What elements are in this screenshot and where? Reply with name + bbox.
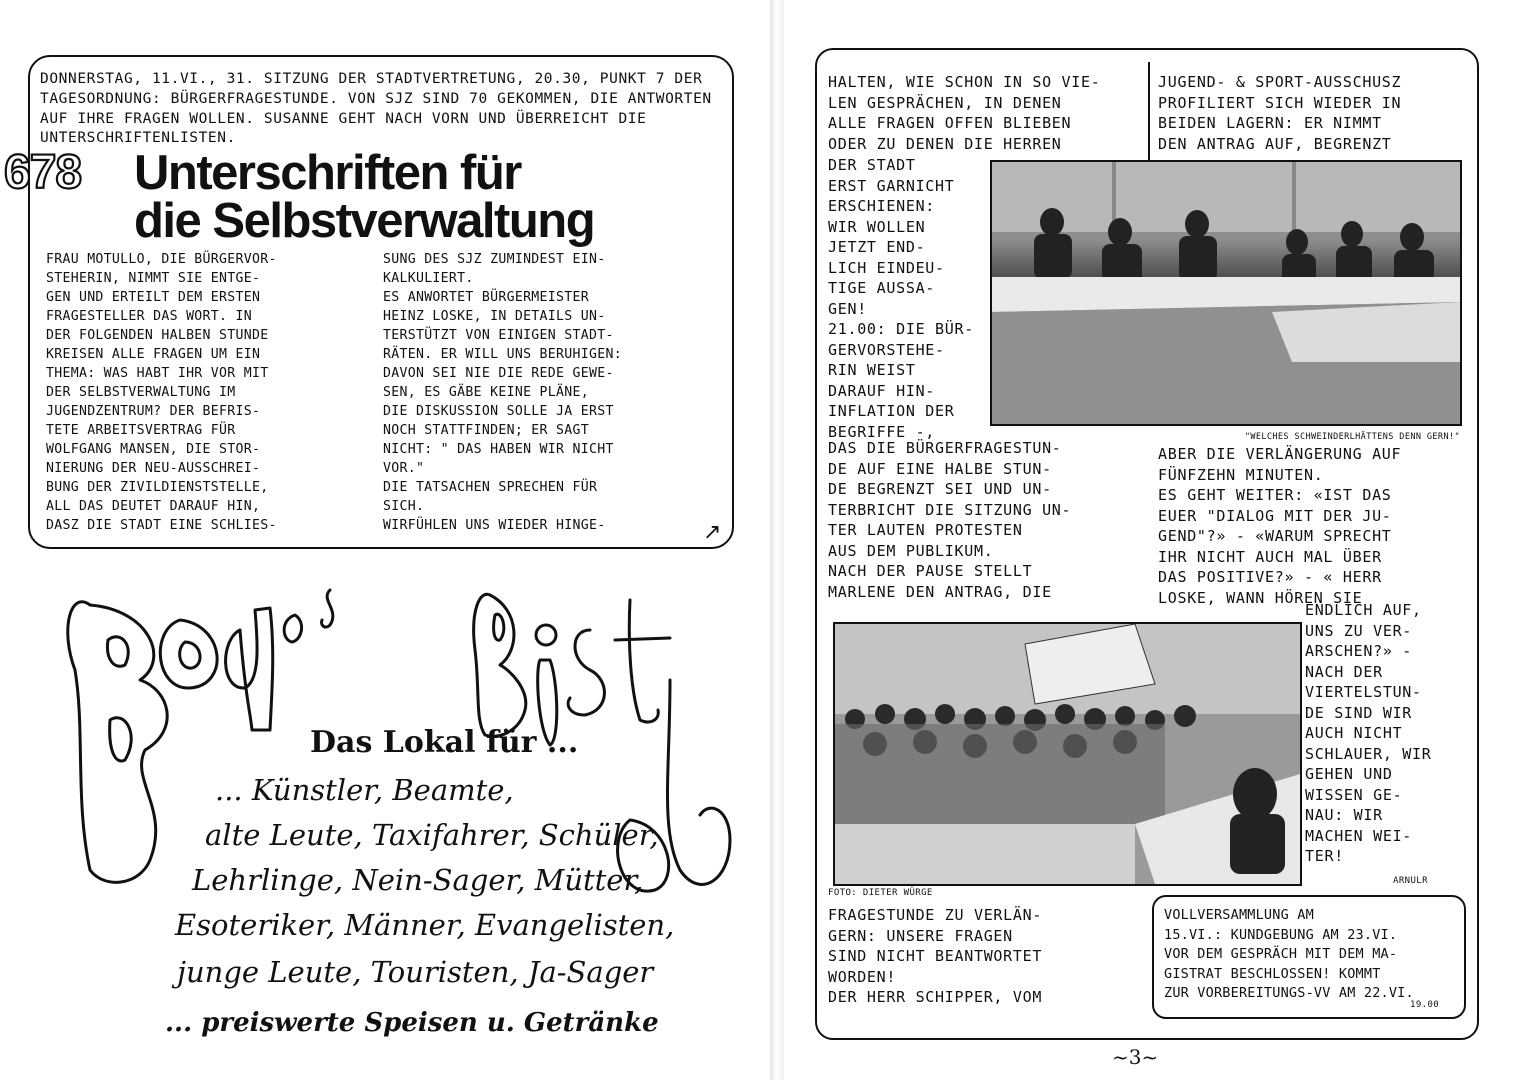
ad-line-1: Das Lokal für ... (310, 725, 579, 760)
headline-number: 678 (4, 146, 82, 199)
article-column-2: SUNG DES SJZ ZUMINDEST EIN- KALKULIERT. ES ANWORTET BÜRGERMEISTER HEINZ LOSKE, IN DETAILS UN- TERSTÜTZT VON EINIGEN STADT- RÄTEN. ER WILL UNS BERUHIGEN: DAVON SEI NIE DIE REDE GEWE- SEN, ES GÄBE KEINE PLÄNE, DIE DISKUSSION SOLLE JA ERST NOCH STATTFINDEN; ER SAGT NICHT: " DAS HABEN WIR NICHT VOR." DIE TATSACHEN SPRECHEN FÜR SICH. WIRFÜHLEN UNS WIEDER HINGE- (383, 252, 622, 533)
page-number: ~3~ (1112, 1045, 1159, 1069)
announcement-time: 19.00 (1410, 1000, 1440, 1010)
photo-credit: FOTO: DIETER WÜRGE (828, 888, 933, 898)
right-col-a-top: HALTEN, WIE SCHON IN SO VIE- LEN GESPRÄCHEN, IN DENEN ALLE FRAGEN OFFEN BLIEBEN ODER ZU DENEN DIE HERREN (828, 73, 1101, 153)
ad-line-6: junge Leute, Touristen, Ja-Sager (177, 955, 654, 989)
right-col-b-mid: ABER DIE VERLÄNGERUNG AUF FÜNFZEHN MINUTEN. ES GEHT WEITER: «IST DAS EUER "DIALOG MIT DER JU- GEND"?» - «WARUM SPRECHT IHR NICHT AUCH MAL ÜBER DAS POSITIVE?» - « HERR LOSKE, WANN HÖREN SIE (1158, 445, 1402, 607)
photo-council-meeting (990, 160, 1462, 426)
photo1-caption: "WELCHES SCHWEINDERLHÄTTENS DENN GERN!" (1244, 432, 1460, 442)
right-col-b-narrow: ENDLICH AUF, UNS ZU VER- ARSCHEN?» - NACH DER VIERTELSTUN- DE SIND WIR AUCH NICHT SCHLAUER, WIR GEHEN UND WISSEN GE- NAU: WIR MACHEN WEI- TER! (1305, 601, 1432, 865)
ad-line-5: Esoteriker, Männer, Evangelisten, (175, 908, 675, 942)
article-intro: DONNERSTAG, 11.VI., 31. SITZUNG DER STADTVERTRETUNG, 20.30, PUNKT 7 DER TAGESORDNUNG: BÜRGERFRAGESTUNDE. VON SJZ SIND 70 GEKOMMEN, DIE ANTWORTEN AUF IHRE FRAGEN WOLLEN. SUSANNE GEHT NACH VORN UND ÜBERREICHT DIE UNTERSCHRIFTENLISTEN. (40, 71, 712, 147)
artist-signature: ARNULR (1393, 876, 1428, 886)
ad-line-3: alte Leute, Taxifahrer, Schüler, (205, 818, 659, 852)
right-col-b-top: JUGEND- & SPORT-AUSSCHUSZ PROFILIERT SICH WIEDER IN BEIDEN LAGERN: ER NIMMT DEN ANTRAG AUF, BEGRENZT (1158, 73, 1402, 153)
ad-line-2: ... Künstler, Beamte, (215, 773, 514, 807)
headline-line-1: Unterschriften für (134, 146, 521, 200)
photo-audience (833, 622, 1302, 886)
page-spine (770, 0, 784, 1080)
ad-line-4: Lehrlinge, Nein-Sager, Mütter, (192, 863, 644, 897)
arrow-icon: ↗ (703, 520, 722, 545)
announcement-text: VOLLVERSAMMLUNG AM 15.VI.: KUNDGEBUNG AM 23.VI. VOR DEM GESPRÄCH MIT DEM MA- GISTRAT BESCHLOSSEN! KOMMT ZUR VORBEREITUNGS-VV AM 22.VI. (1164, 907, 1414, 1001)
article-column-1: FRAU MOTULLO, DIE BÜRGERVOR- STEHERIN, NIMMT SIE ENTGE- GEN UND ERTEILT DEM ERSTEN FRAGESTELLER DAS WORT. IN DER FOLGENDEN HALBEN STUNDE KREISEN ALLE FRAGEN UM EIN THEMA: WAS HABT IHR VOR MIT DER SELBSTVERWALTUNG IM JUGENDZENTRUM? DER BEFRIS- TETE ARBEITSVERTRAG FÜR WOLFGANG MANSEN, DIE STOR- NIERUNG DER NEU-AUSSCHREI- BUNG DER ZIVILDIENSTSTELLE, ALL DAS DEUTET DARAUF HIN, DASZ DIE STADT EINE SCHLIES- (46, 252, 277, 533)
headline-line-2: die Selbstverwaltung (134, 194, 595, 248)
right-col-a-narrow: DER STADT ERST GARNICHT ERSCHIENEN: WIR WOLLEN JETZT END- LICH EINDEU- TIGE AUSSA- GEN! 21.00: DIE BÜR- GERVORSTEHE- RIN WEIST DARAUF HIN- INFLATION DER BEGRIFFE -, (828, 156, 974, 441)
column-divider (1148, 62, 1150, 160)
right-col-a-end: FRAGESTUNDE ZU VERLÄN- GERN: UNSERE FRAGEN SIND NICHT BEANTWORTET WORDEN! DER HERR SCHIPPER, VOM (828, 906, 1043, 1006)
right-col-a-bottom: DAS DIE BÜRGERFRAGESTUN- DE AUF EINE HALBE STUN- DE BEGRENZT SEI UND UN- TERBRICHT DIE SITZUNG UN- TER LAUTEN PROTESTEN AUS DEM PUBLIKUM. NACH DER PAUSE STELLT MARLENE DEN ANTRAG, DIE (828, 439, 1072, 601)
ad-line-7: ... preiswerte Speisen u. Getränke (165, 1008, 659, 1038)
